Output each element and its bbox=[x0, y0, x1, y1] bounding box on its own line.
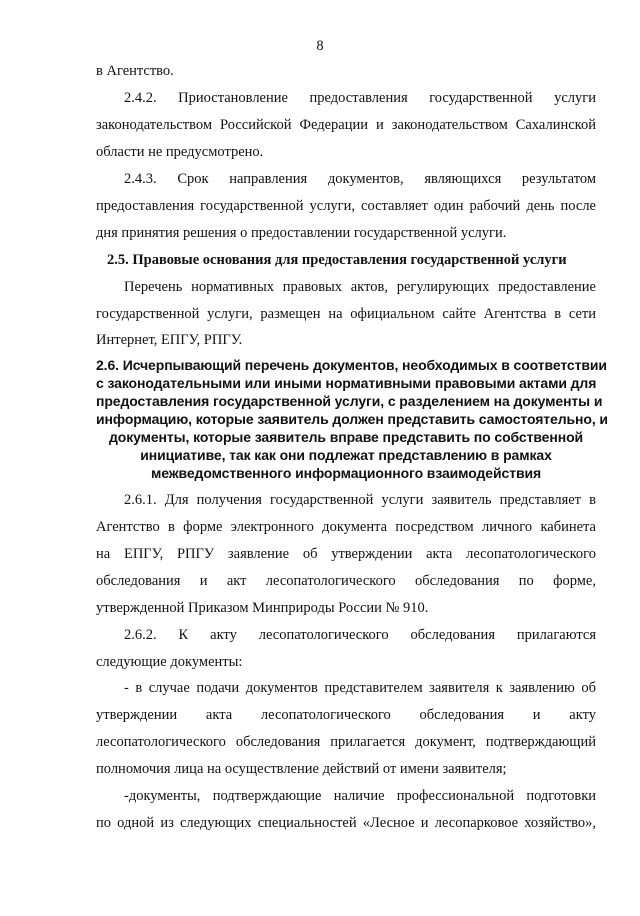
text-line: 2.4.3. Срок направления документов, являющихся результатом bbox=[124, 171, 596, 187]
text-line: обследования и акт лесопатологического обследования по форме, bbox=[96, 573, 596, 589]
text-line: лесопатологического обследования прилагается документ, подтверждающий bbox=[96, 734, 596, 750]
section-heading-2-5: 2.5. Правовые основания для предоставления государственной услуги bbox=[107, 252, 567, 268]
section-heading-2-6: инициативе, так как они подлежат представлению в рамках bbox=[140, 447, 552, 463]
text-line: полномочия лица на осуществление действий от имени заявителя; bbox=[96, 761, 507, 777]
text-line: предоставления государственной услуги, составляет один рабочий день после bbox=[96, 198, 596, 214]
text-line: 2.4.2. Приостановление предоставления государственной услуги bbox=[124, 90, 596, 106]
section-heading-2-6: с законодательными или иными нормативными правовыми актами для bbox=[96, 375, 597, 391]
text-line: Перечень нормативных правовых актов, регулирующих предоставление bbox=[124, 279, 596, 295]
text-line: на ЕПГУ, РПГУ заявление об утверждении акта лесопатологического bbox=[96, 546, 596, 562]
text-line: законодательством Российской Федерации и законодательством Сахалинской bbox=[96, 117, 596, 133]
text-line: государственной услуги, размещен на официальном сайте Агентства в сети bbox=[96, 306, 596, 322]
section-heading-2-6: 2.6. Исчерпывающий перечень документов, необходимых в соответствии bbox=[96, 357, 607, 373]
section-heading-2-6: документы, которые заявитель вправе представить по собственной bbox=[108, 429, 584, 445]
text-line: Интернет, ЕПГУ, РПГУ. bbox=[96, 332, 243, 348]
section-heading-2-6: информацию, которые заявитель должен представить самостоятельно, и bbox=[96, 411, 608, 427]
text-line: следующие документы: bbox=[96, 654, 243, 670]
text-line: по одной из следующих специальностей «Лесное и лесопарковое хозяйство», bbox=[96, 815, 596, 831]
text-line: утвержденной Приказом Минприроды России № 910. bbox=[96, 600, 429, 616]
text-line: 2.6.1. Для получения государственной услуги заявитель представляет в bbox=[124, 492, 596, 508]
text-line: в Агентство. bbox=[96, 63, 174, 79]
page-number: 8 bbox=[316, 38, 324, 54]
text-line: области не предусмотрено. bbox=[96, 144, 264, 160]
section-heading-2-6: предоставления государственной услуги, с разделением на документы и bbox=[96, 393, 603, 409]
text-line: -документы, подтверждающие наличие профессиональной подготовки bbox=[124, 788, 596, 804]
text-line: утверждении акта лесопатологического обследования и акту bbox=[96, 707, 596, 723]
text-line: - в случае подачи документов представителем заявителя к заявлению об bbox=[124, 680, 596, 696]
text-line: Агентство в форме электронного документа посредством личного кабинета bbox=[96, 519, 596, 535]
text-line: дня принятия решения о предоставлении государственной услуги. bbox=[96, 225, 507, 241]
text-line: 2.6.2. К акту лесопатологического обследования прилагаются bbox=[124, 627, 596, 643]
section-heading-2-6: межведомственного информационного взаимодействия bbox=[150, 465, 542, 481]
